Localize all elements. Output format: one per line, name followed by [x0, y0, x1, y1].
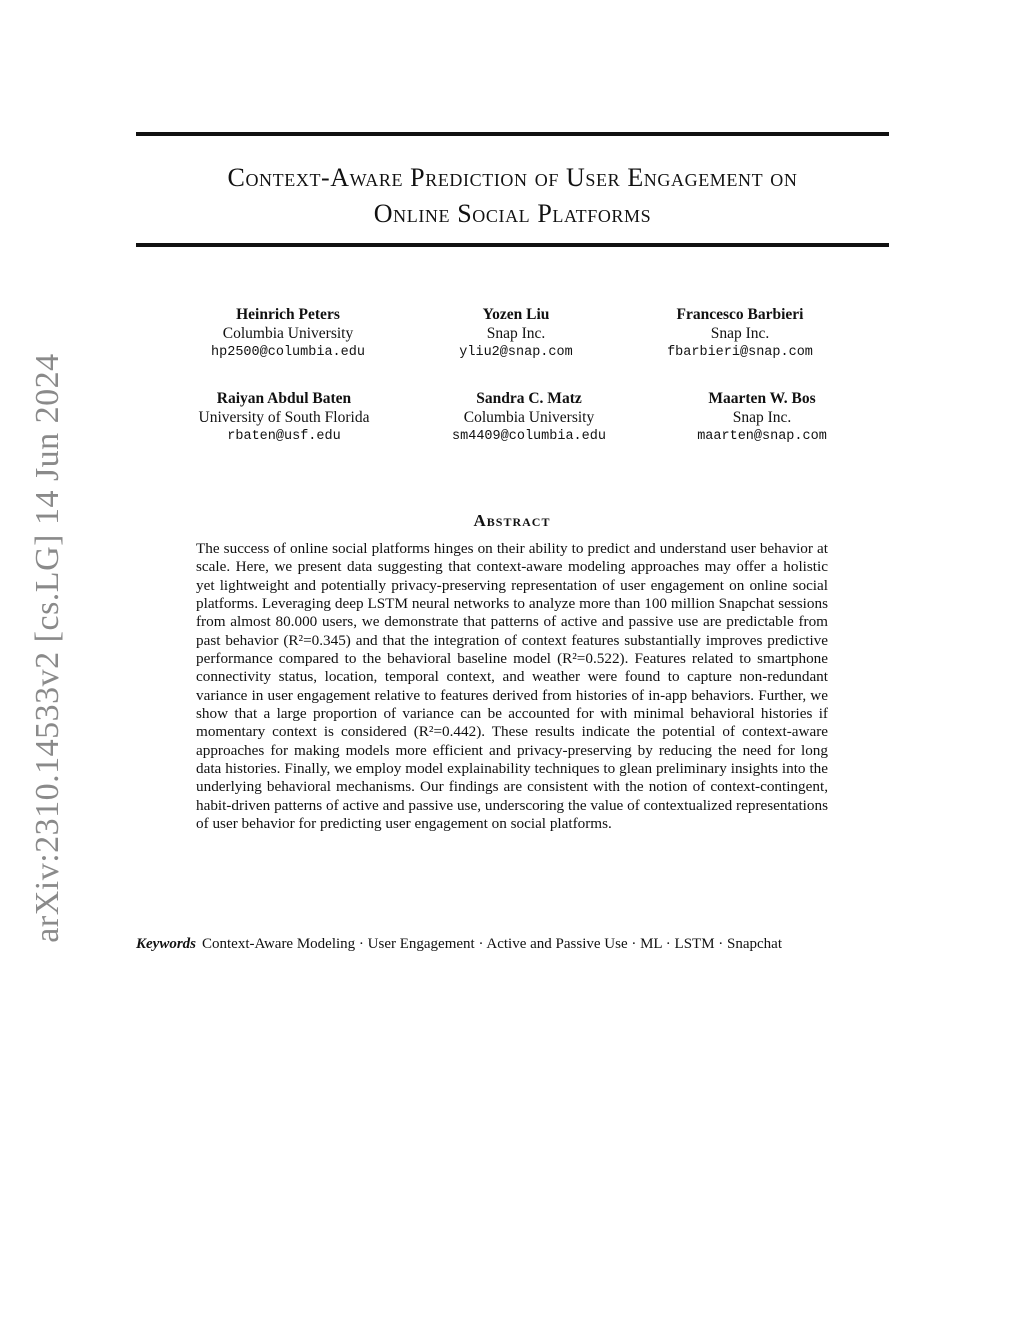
- abstract-heading: Abstract: [473, 511, 551, 530]
- keywords-line: [136, 934, 896, 954]
- author-name: Maarten W. Bos: [708, 390, 816, 407]
- author-name: Raiyan Abdul Baten: [216, 390, 352, 407]
- title-rule-bottom: [136, 243, 889, 247]
- author-block: [632, 389, 892, 446]
- author-email[interactable]: yliu2@snap.com: [459, 345, 573, 360]
- author-block: [386, 305, 646, 362]
- author-email[interactable]: fbarbieri@snap.com: [667, 345, 813, 360]
- author-block: [399, 389, 659, 446]
- author-email[interactable]: rbaten@usf.edu: [227, 429, 341, 444]
- author-block: [610, 305, 870, 362]
- author-block: [158, 305, 418, 362]
- author-affiliation: Columbia University: [222, 325, 354, 342]
- author-email[interactable]: sm4409@columbia.edu: [452, 429, 606, 444]
- author-name: Francesco Barbieri: [676, 306, 804, 323]
- abstract-body: The success of online social platforms hinges on their ability to predict and understand user behavior at scale. Here, we present data suggesting that context-aware modeling approaches may offer a holistic yet lightweight and potentially privacy-preserving representation of user engagement on online social platforms. Leveraging deep LSTM neural networks to analyze more than 100 million Snapchat sessions from almost 80.000 users, we demonstrate that patterns of active and passive use are predictable from past behavior (R²=0.345) and that the integration of context features substantially improves predictive performance compared to the behavioral baseline model (R²=0.522). Features related to smartphone connectivity status, location, temporal context, and weather were found to capture non-redundant variance in user engagement relative to features derived from histories of in-app behaviors. Further, we show that a large proportion of variance can be accounted for with minimal behavioral histories if momentary context is considered (R²=0.442). These results indicate the potential of context-aware approaches for making models more efficient and privacy-preserving by reducing the need for long data histories. Finally, we employ model explainability techniques to glean preliminary insights into the underlying behavioral mechanisms. Our findings are consistent with the notion of context-contingent, habit-driven patterns of active and passive use, underscoring the value of contextualized representations of user behavior for predicting user engagement on social platforms.: [196, 540, 828, 833]
- author-affiliation: University of South Florida: [198, 409, 370, 426]
- author-affiliation: Columbia University: [463, 409, 595, 426]
- keywords-label: Keywords: [136, 936, 196, 952]
- author-email[interactable]: maarten@snap.com: [697, 429, 827, 444]
- title-rule-top: [136, 132, 889, 136]
- author-email[interactable]: hp2500@columbia.edu: [211, 345, 365, 360]
- author-name: Yozen Liu: [482, 306, 550, 323]
- author-affiliation: Snap Inc.: [486, 325, 546, 342]
- paper-title-line-1: Context-Aware Prediction of User Engagement on: [227, 163, 798, 192]
- author-affiliation: Snap Inc.: [710, 325, 770, 342]
- keywords-list: Context-Aware Modeling · User Engagement · Active and Passive Use · ML · LSTM · Snapchat: [202, 936, 783, 952]
- paper-title-line-2: Online Social Platforms: [373, 199, 652, 228]
- paper-title: [136, 160, 889, 232]
- author-name: Heinrich Peters: [236, 306, 340, 323]
- author-name: Sandra C. Matz: [476, 390, 582, 407]
- author-block: [154, 389, 414, 446]
- arxiv-side-stamp: arXiv:2310.14533v2 [cs.LG] 14 Jun 2024: [29, 353, 66, 943]
- author-affiliation: Snap Inc.: [732, 409, 792, 426]
